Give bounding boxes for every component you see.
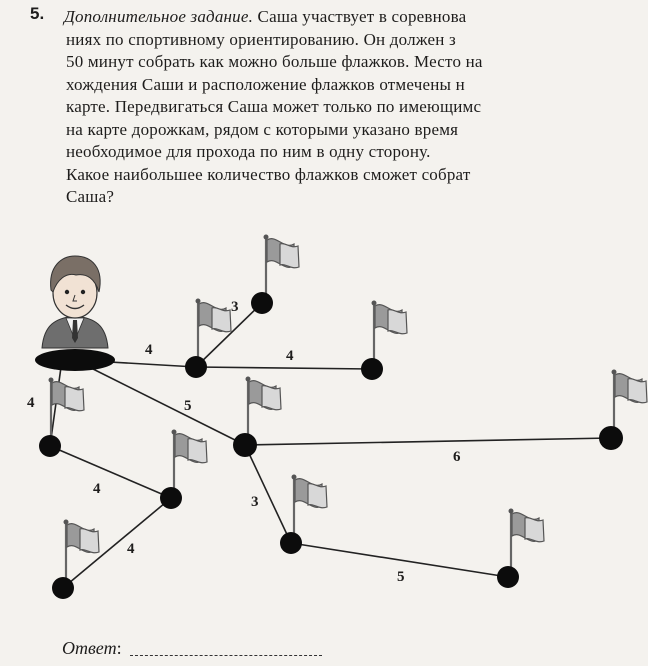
question-line-2: Саша? [66, 187, 115, 206]
edge-label-e-f: 4 [93, 481, 101, 497]
task-line-2: ниях по спортивному ориентированию. Он должен з [66, 29, 456, 49]
answer-line [62, 638, 322, 659]
flag-node-g [52, 520, 99, 600]
answer-colon: : [116, 638, 122, 658]
edge-label-i-j: 5 [397, 569, 405, 585]
edge-label-start-a: 4 [145, 342, 153, 358]
task-line-3: 50 минут собрать как можно больше флажков. Место на [66, 52, 483, 71]
flag-node-j [497, 509, 544, 589]
task-number: 5. [30, 4, 45, 23]
edge-label-d-h: 6 [453, 449, 461, 465]
edge-label-f-g: 4 [127, 541, 135, 557]
answer-field[interactable] [130, 655, 322, 656]
path-d-h [245, 438, 611, 445]
answer-label: Ответ [62, 638, 117, 658]
path-a-c [196, 367, 372, 369]
task-line-6: на карте дорожкам, рядом с которыми указано время [66, 119, 459, 139]
flag-node-c [361, 301, 407, 381]
edge-label-d-i: 3 [251, 494, 259, 510]
edge-label-start-d: 5 [184, 398, 192, 414]
flag-node-f [160, 430, 207, 510]
start-point [35, 349, 115, 371]
task-line-1-text: Саша участвует в соревнова [257, 7, 467, 26]
task-label: Дополнительное задание. [64, 7, 254, 26]
task-line-5: карте. Передвигаться Саша может только по имеющимс [66, 97, 482, 116]
edge-label-start-e: 4 [27, 395, 35, 411]
flag-node-a [185, 299, 231, 379]
flag-node-e [39, 378, 84, 458]
task-line-4: хождения Саши и расположение флажков отмечены н [66, 74, 465, 94]
boy-illustration [42, 256, 108, 348]
flag-node-b [251, 235, 299, 315]
flag-node-i [280, 475, 327, 555]
path-e-f [50, 446, 171, 498]
path-start-d [75, 360, 245, 445]
flag-node-h [599, 370, 647, 451]
edge-label-a-b: 3 [231, 299, 239, 315]
task-line-7: необходимое для прохода по ним в одну сторону. [66, 142, 431, 161]
edge-label-a-c: 4 [286, 348, 294, 364]
question-line-1: Какое наибольшее количество флажков сможет собрат [66, 164, 471, 184]
